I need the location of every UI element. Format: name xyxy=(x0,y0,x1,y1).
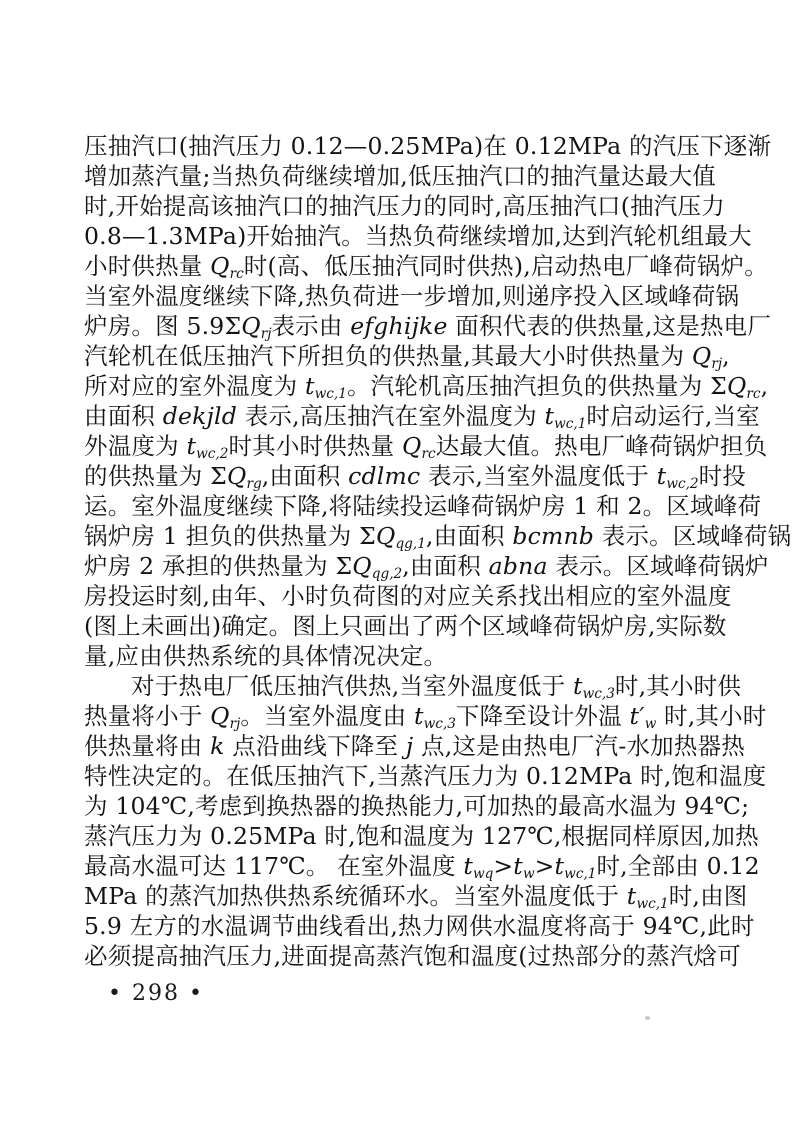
math-symbol: t xyxy=(513,852,523,880)
math-subscript: rj xyxy=(260,325,272,342)
text-line xyxy=(84,191,725,221)
math-subscript: wc,2 xyxy=(666,475,699,492)
math-symbol: Q xyxy=(375,522,396,550)
math-subscript: wq xyxy=(473,865,494,882)
text-line xyxy=(84,221,752,251)
math-symbol: Q xyxy=(352,552,372,580)
text-line xyxy=(84,791,750,821)
math-subscript: wc,3 xyxy=(582,685,615,702)
text-run: 时,其小时供 xyxy=(614,672,742,700)
text-line xyxy=(84,521,792,552)
text-run: 小时供热量 xyxy=(84,252,211,280)
math-symbol: t xyxy=(413,702,424,730)
text-line xyxy=(84,821,759,851)
text-run: , xyxy=(722,342,730,370)
text-run: , xyxy=(760,372,769,400)
math-subscript: rc xyxy=(421,445,436,462)
text-run: 热量将小于 xyxy=(84,702,211,730)
text-run: 为 104℃,考虑到换热器的换热能力,可加热的最高水温为 94℃; xyxy=(84,792,750,820)
math-subscript: wc,2 xyxy=(196,445,229,462)
text-run: 时启动运行,当室 xyxy=(586,402,760,430)
text-run: 时,全部由 0.12 xyxy=(596,852,760,880)
text-line xyxy=(84,251,768,282)
scan-artifact xyxy=(645,1016,650,1020)
math-subscript: wc,1 xyxy=(564,865,597,882)
math-subscript: wc,3 xyxy=(423,715,456,732)
text-line xyxy=(84,461,747,492)
text-line xyxy=(84,131,772,161)
text-line xyxy=(84,161,716,191)
text-run: 锅炉房 1 担负的供热量为 Σ xyxy=(84,522,376,550)
math-subscript: wc,1 xyxy=(636,895,669,912)
math-symbol: Q xyxy=(227,462,247,490)
math-symbol: dekjld xyxy=(162,402,238,430)
text-run: 由面积 xyxy=(84,402,163,430)
text-run: 所对应的室外温度为 xyxy=(84,372,305,400)
math-symbol: t′ xyxy=(629,702,645,730)
text-line xyxy=(84,911,755,941)
math-subscript: w xyxy=(644,715,657,732)
text-run: ,由面积 xyxy=(425,522,513,550)
text-line xyxy=(84,641,716,671)
text-run: 炉房。图 5.9Σ xyxy=(84,312,242,340)
math-symbol: t xyxy=(186,432,197,460)
math-subscript: rj xyxy=(229,715,241,732)
text-line xyxy=(84,851,760,882)
text-run: > xyxy=(534,852,555,880)
math-symbol: Q xyxy=(691,342,712,370)
math-symbol: t xyxy=(304,372,315,400)
text-line xyxy=(84,281,740,311)
math-subscript: rc xyxy=(229,265,244,282)
text-run: MPa 的蒸汽加热供热系统循环水。当室外温度低于 xyxy=(84,882,627,910)
text-run: 达最大值。热电厂峰荷锅炉担负 xyxy=(435,432,768,460)
text-line xyxy=(84,371,769,402)
math-symbol: t xyxy=(572,672,583,700)
body-text xyxy=(84,131,792,971)
text-run: 外温度为 xyxy=(84,432,187,460)
text-run: ,由面积 xyxy=(402,552,489,580)
math-subscript: rg xyxy=(246,475,262,492)
text-run: 特性决定的。在低压抽汽下,当蒸汽压力为 0.12MPa 时,饱和温度 xyxy=(84,762,767,790)
text-run: 对于热电厂低压抽汽供热,当室外温度低于 xyxy=(131,672,573,700)
math-subscript: rc xyxy=(746,385,761,402)
text-line xyxy=(84,311,772,342)
math-subscript: w xyxy=(522,865,535,882)
math-symbol: bcmnb xyxy=(512,522,595,550)
math-subscript: rj xyxy=(711,355,723,372)
math-symbol: Q xyxy=(402,432,422,460)
text-run: 时其小时供热量 xyxy=(228,432,403,460)
text-run: 炉房 2 承担的供热量为 Σ xyxy=(84,552,353,580)
math-subscript: wc,1 xyxy=(554,415,587,432)
text-run: 表示。区域峰荷锅炉 xyxy=(547,552,769,580)
text-run: 时,开始提高该抽汽口的抽汽压力的同时,高压抽汽口(抽汽压力 xyxy=(84,192,725,220)
text-run: 表示,高压抽汽在室外温度为 xyxy=(237,402,545,430)
math-symbol: Q xyxy=(210,702,230,730)
math-symbol: t xyxy=(626,882,637,910)
text-line xyxy=(84,431,768,462)
math-symbol: j xyxy=(405,732,414,760)
math-symbol: t xyxy=(554,852,565,880)
text-line xyxy=(84,941,741,971)
text-run: 的供热量为 Σ xyxy=(84,462,227,490)
text-line xyxy=(84,581,732,611)
text-run: 时(高、低压抽汽同时供热),启动热电厂峰荷锅炉。 xyxy=(243,252,768,280)
text-line xyxy=(84,731,745,761)
text-run: 点,这是由热电厂汽-水加热器热 xyxy=(413,732,745,760)
math-symbol: abna xyxy=(488,552,548,580)
math-symbol: efghijke xyxy=(350,312,448,340)
text-run: 面积代表的供热量,这是热电厂 xyxy=(447,312,772,340)
text-line xyxy=(84,671,742,702)
text-run: 最高水温可达 117℃。 在室外温度 xyxy=(84,852,464,880)
text-run: 蒸汽压力为 0.25MPa 时,饱和温度为 127℃,根据同样原因,加热 xyxy=(84,822,759,850)
math-symbol: t xyxy=(656,462,667,490)
math-subscript: wc,1 xyxy=(314,385,347,402)
text-run: 压抽汽口(抽汽压力 0.12—0.25MPa)在 0.12MPa 的汽压下逐渐 xyxy=(84,132,772,160)
text-run: 供热量将由 xyxy=(84,732,211,760)
text-run: 时,其小时 xyxy=(656,702,767,730)
text-line xyxy=(84,611,727,641)
text-run: 表示由 xyxy=(271,312,351,340)
math-symbol: Q xyxy=(241,312,261,340)
text-run: 表示,当室外温度低于 xyxy=(420,462,657,490)
text-run: > xyxy=(493,852,514,880)
text-run: ,由面积 xyxy=(261,462,349,490)
text-run: 下降至设计外温 xyxy=(455,702,630,730)
page-number: • 298 • xyxy=(108,981,204,1006)
text-run: 。当室外温度由 xyxy=(240,702,414,730)
text-line xyxy=(84,401,760,432)
math-symbol: k xyxy=(210,732,225,760)
text-run: 量,应由供热系统的具体情况决定。 xyxy=(84,642,448,670)
math-symbol: t xyxy=(544,402,555,430)
text-run: 。汽轮机高压抽汽担负的供热量为 Σ xyxy=(346,372,727,400)
text-run: 运。室外温度继续下降,将陆续投运峰荷锅炉房 1 和 2。区域峰荷 xyxy=(84,492,762,520)
text-run: 表示。区域峰荷锅 xyxy=(594,522,792,550)
text-run: 时,由图 xyxy=(668,882,748,910)
math-symbol: Q xyxy=(210,252,230,280)
math-symbol: t xyxy=(463,852,474,880)
text-line xyxy=(84,701,767,732)
text-line xyxy=(84,761,767,791)
text-run: 5.9 左方的水温调节曲线看出,热力网供水温度将高于 94℃,此时 xyxy=(84,912,755,940)
text-run: 点沿曲线下降至 xyxy=(224,732,406,760)
math-subscript: qg,2 xyxy=(371,565,403,582)
text-run: (图上未画出)确定。图上只画出了两个区域峰荷锅炉房,实际数 xyxy=(84,612,727,640)
text-run: 0.8—1.3MPa)开始抽汽。当热负荷继续增加,达到汽轮机组最大 xyxy=(84,222,752,250)
math-symbol: cdlmc xyxy=(348,462,421,490)
text-run: 当室外温度继续下降,热负荷进一步增加,则递序投入区域峰荷锅 xyxy=(84,282,740,310)
text-line xyxy=(84,551,769,582)
text-line xyxy=(84,881,748,912)
text-line xyxy=(84,491,762,521)
text-line xyxy=(84,341,730,372)
text-run: 汽轮机在低压抽汽下所担负的供热量,其最大小时供热量为 xyxy=(84,342,692,370)
math-subscript: qg,1 xyxy=(395,535,426,552)
text-run: 房投运时刻,由年、小时负荷图的对应关系找出相应的室外温度 xyxy=(84,582,732,610)
math-symbol: Q xyxy=(726,372,747,400)
text-run: 时投 xyxy=(698,462,747,490)
text-run: 增加蒸汽量;当热负荷继续增加,低压抽汽口的抽汽量达最大值 xyxy=(84,162,716,190)
text-run: 必须提高抽汽压力,进面提高蒸汽饱和温度(过热部分的蒸汽焓可 xyxy=(84,942,741,970)
